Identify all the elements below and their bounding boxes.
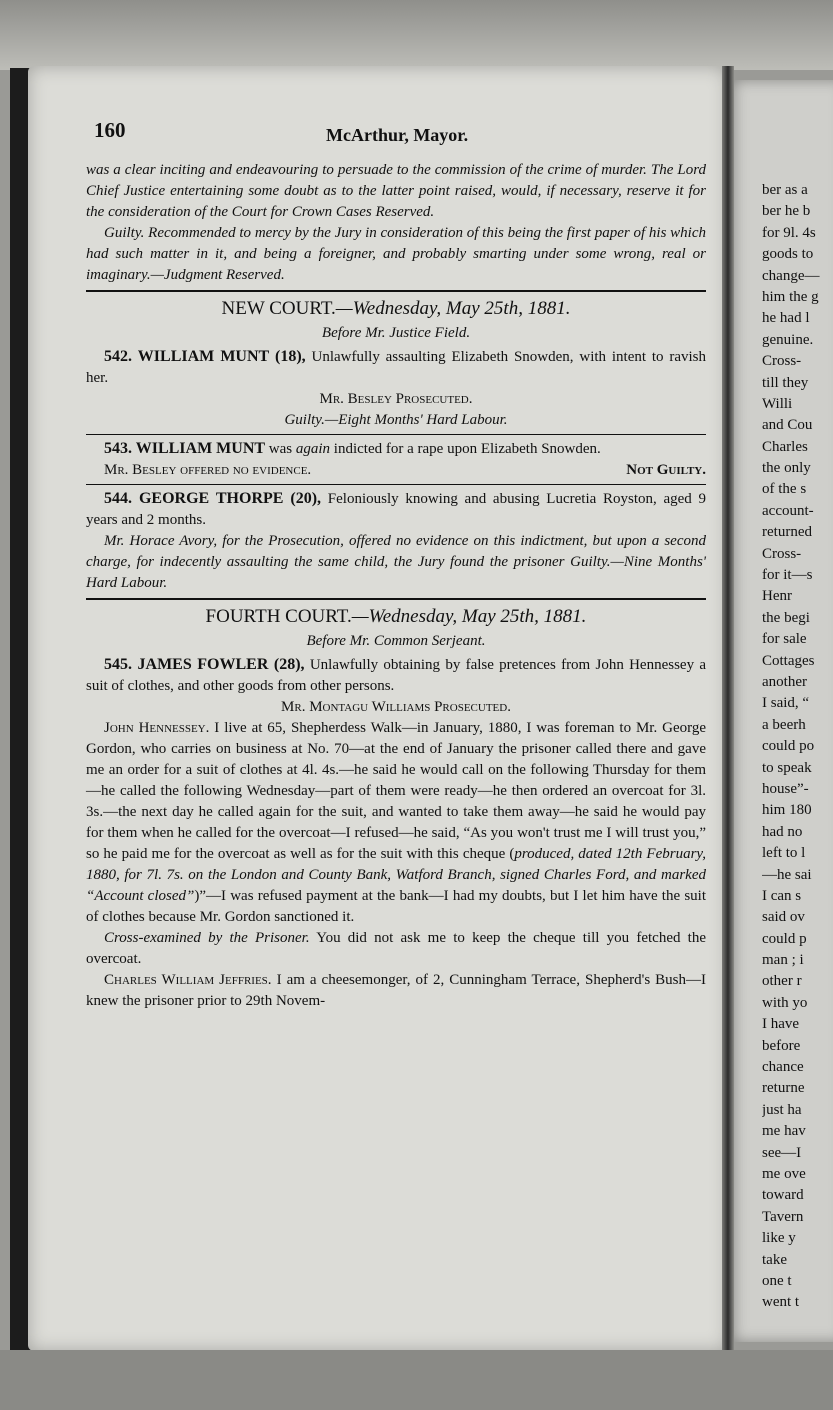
case-rule xyxy=(86,434,706,435)
court-date: —Wednesday, May 25th, 1881. xyxy=(351,606,587,627)
right-page-line: of the s xyxy=(762,481,807,498)
case-text: indicted for a rape upon Elizabeth Snowden. xyxy=(330,441,601,457)
witness-name: Charles William Jeffries. xyxy=(104,972,272,988)
right-page-line: I have xyxy=(762,1016,800,1033)
right-page-line: Cross- xyxy=(762,545,802,562)
right-page-line: see—I xyxy=(762,1144,802,1161)
right-page-line: one t xyxy=(762,1272,792,1289)
right-page-line: a beerh xyxy=(762,716,806,733)
witness-name: John Hennessey. xyxy=(104,720,210,736)
right-page-line: like y xyxy=(762,1230,796,1247)
case-heading: 545. JAMES FOWLER (28), xyxy=(104,656,305,673)
court-title: NEW COURT. xyxy=(221,298,336,319)
right-page-line: Tavern xyxy=(762,1208,804,1225)
right-page-line: and Cou xyxy=(762,417,813,434)
case-543 xyxy=(86,438,706,460)
right-page-line: I can s xyxy=(762,887,802,904)
right-page-line: for it—s xyxy=(762,567,813,584)
right-page-line: for 9l. 4s xyxy=(762,224,816,241)
right-page-line: Cottages xyxy=(762,652,815,669)
testimony-jeffries xyxy=(86,970,706,1012)
testimony-text: I am a cheesemonger, of 2, Cunningham Terrace, Shepherd's Bush—I knew the prisoner prior to 29th Novem- xyxy=(86,972,707,1009)
case-heading: 543. WILLIAM MUNT xyxy=(104,440,266,457)
right-page-line: I said, “ xyxy=(762,695,810,712)
right-page-text xyxy=(762,180,832,1314)
right-page-line: could po xyxy=(762,738,815,755)
cross-examination xyxy=(86,928,706,970)
case-text: Unlawfully assaulting Elizabeth Snowden, with intent to ravish her. xyxy=(86,349,707,386)
right-page-line: ber as a xyxy=(762,182,808,198)
right-page-line: chance xyxy=(762,1059,804,1076)
right-page-line: with yo xyxy=(762,994,808,1011)
right-page-line: went t xyxy=(762,1294,800,1311)
right-page-line: me hav xyxy=(762,1123,806,1140)
right-page-line: Charles xyxy=(762,438,808,455)
section-rule xyxy=(86,290,706,292)
page-number: 160 xyxy=(94,118,126,142)
case-544 xyxy=(86,488,706,531)
case-rule xyxy=(86,484,706,485)
right-page-line: for sale xyxy=(762,631,807,648)
section-rule xyxy=(86,598,706,600)
right-page-line: account- xyxy=(762,502,814,519)
fourth-court-heading xyxy=(86,606,706,627)
court-date: —Wednesday, May 25th, 1881. xyxy=(335,298,571,319)
testimony-text: )”—I was refused payment at the bank—I had my doubts, but I let him have the suit of clothes because Mr. Gordon sanctioned it. xyxy=(86,888,706,925)
right-page-line: toward xyxy=(762,1187,804,1204)
prosecution-line: Mr. Montagu Williams Prosecuted. xyxy=(281,699,511,715)
right-page-line: returne xyxy=(762,1080,805,1097)
right-page-line: Henr xyxy=(762,588,792,605)
right-page-line: him 180 xyxy=(762,802,812,819)
court-title: FOURTH COURT. xyxy=(205,606,352,627)
prosecution-line: Mr. Besley Prosecuted. xyxy=(319,391,473,407)
case-heading: 544. GEORGE THORPE (20), xyxy=(104,490,322,507)
case-542 xyxy=(86,346,706,389)
cross-text: You did not ask me to keep the cheque till you fetched the overcoat. xyxy=(86,930,706,967)
evidence-row xyxy=(86,460,706,481)
right-page-line: the only xyxy=(762,460,811,477)
page-body xyxy=(86,160,706,1012)
exhibit-description: produced, dated 12th February, 1880, for 7l. 7s. on the London and County Bank, Watford Branch, signed Charles Ford, and marked “Account closed” xyxy=(86,846,706,904)
testimony-text: I live at 65, Shepherdess Walk—in January, 1880, I was foreman to Mr. George Gordon, who carries on business at No. 70—at the end of January the prisoner called there and gave me an order for a suit of clothes at 4l. 4s.—he said he would call on the following Thursday for them—he called the following Wednesday—part of them were ready—he then ordered an overcoat for 3l. 3s.—the next day he called again for the suit, and wanted to take them away—he said he would pay for them when he called for the overcoat—I refused—he said, “As you won't trust me I will trust you,” so he paid me for the overcoat as well as for the suit with this cheque ( xyxy=(86,720,706,862)
case-heading: 542. WILLIAM MUNT (18), xyxy=(104,348,306,365)
new-court-heading xyxy=(86,298,706,319)
evidence-line: Mr. Besley offered no evidence. xyxy=(104,462,312,478)
right-page-line: —he sai xyxy=(762,866,812,883)
prosecution-line: Mr. Horace Avory, for the Prosecution, offered no evidence on this indictment, but upon a second charge, for indecently assaulting the same child, the Jury found the prisoner Guilty.—Nine Months' Hard Labour. xyxy=(86,533,706,591)
right-page-line: him the g xyxy=(762,288,819,305)
right-page-line: another xyxy=(762,673,807,690)
verdict-line: Not Guilty. xyxy=(626,462,706,478)
right-page-line: goods to xyxy=(762,246,814,263)
right-page-line: returned xyxy=(762,524,812,541)
verdict-line: Guilty.—Eight Months' Hard Labour. xyxy=(284,412,508,428)
page-gutter xyxy=(722,66,734,1351)
right-page-line: had no xyxy=(762,823,803,840)
case-text-italic: again xyxy=(295,441,331,457)
right-page-line: before xyxy=(762,1037,801,1054)
right-page-line: genuine. xyxy=(762,331,814,348)
right-page-line: man ; i xyxy=(762,952,804,969)
judge-line: Before Mr. Common Serjeant. xyxy=(306,633,486,649)
bottom-margin xyxy=(0,1350,833,1410)
case-text: was xyxy=(265,441,296,457)
guilty-note: Guilty. Recommended to mercy by the Jury in consideration of this being the first paper of his which had such matter in it, and being a foreigner, and probably smarting under some wrong, real or imaginary.—Judgment Reserved. xyxy=(86,225,706,283)
right-page-line: other r xyxy=(762,973,802,990)
right-page-line: Cross- xyxy=(762,353,802,370)
right-page-line: ber he b xyxy=(762,203,811,220)
right-page-line: take xyxy=(762,1251,787,1268)
right-page-line: me ove xyxy=(762,1165,806,1182)
right-page-line: to speak xyxy=(762,759,812,776)
case-text: Unlawfully obtaining by false pretences from John Hennessey a suit of clothes, and other goods from other persons. xyxy=(86,657,706,694)
right-page-line: left to l xyxy=(762,845,806,862)
right-page-line: just ha xyxy=(762,1101,802,1118)
cross-label: Cross-examined by the Prisoner. xyxy=(104,930,310,946)
running-head: McArthur, Mayor. xyxy=(326,125,469,145)
top-margin xyxy=(0,0,833,70)
right-page-line: Willi xyxy=(762,395,793,412)
right-page-line: said ov xyxy=(762,909,805,926)
testimony-hennessey xyxy=(86,718,706,928)
right-page-line: house”- xyxy=(762,780,809,797)
right-page-line: change— xyxy=(762,267,820,284)
right-page-line: till they xyxy=(762,374,809,391)
right-page-line: could p xyxy=(762,930,807,947)
right-page-line: the begi xyxy=(762,609,810,626)
right-page-line: he had l xyxy=(762,310,810,327)
judge-line: Before Mr. Justice Field. xyxy=(321,325,471,341)
case-text: Feloniously knowing and abusing Lucretia Royston, aged 9 years and 2 months. xyxy=(86,491,706,528)
intro-paragraph: was a clear inciting and endeavouring to persuade to the commission of the crime of murder. The Lord Chief Justice entertaining some doubt as to the latter point raised, would, if necessary, reserve it for the consideration of the Court for Crown Cases Reserved. xyxy=(86,162,706,220)
page-header xyxy=(94,118,614,152)
case-545 xyxy=(86,654,706,697)
